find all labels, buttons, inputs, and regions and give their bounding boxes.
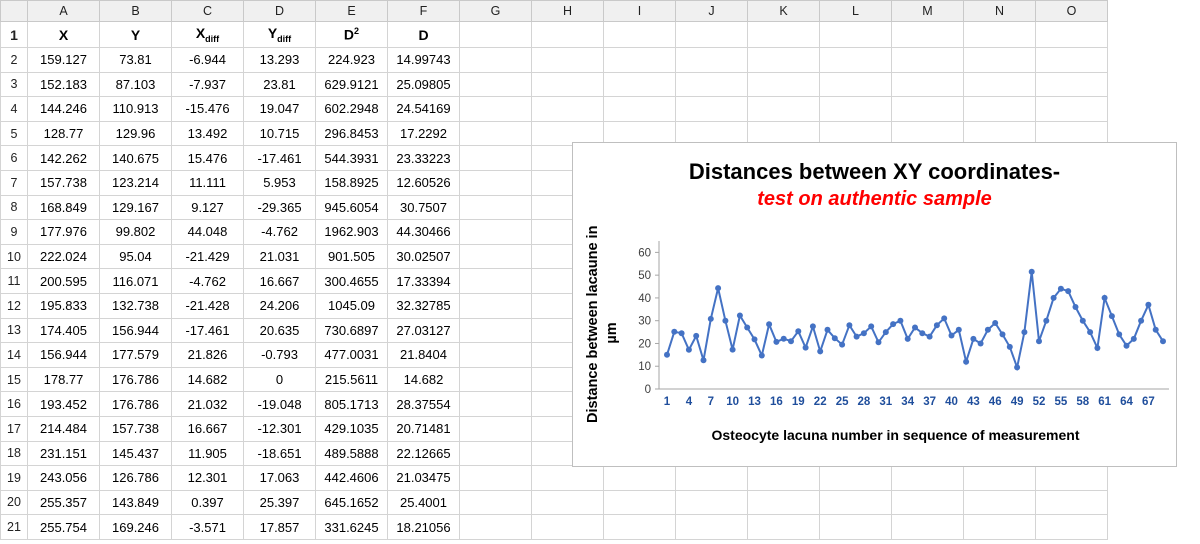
table-row[interactable] (1, 515, 1108, 540)
cell-M2[interactable] (892, 48, 964, 73)
svg-text:10: 10 (726, 396, 739, 408)
cell-E7[interactable]: 158.8925 (316, 170, 388, 195)
cell-A5[interactable]: 128.77 (28, 121, 100, 146)
cell-C3[interactable]: -7.937 (172, 72, 244, 97)
column-header-M[interactable]: M (892, 1, 964, 22)
data-series-line (667, 272, 1163, 368)
cell-H21[interactable] (532, 515, 604, 540)
cell-C18[interactable]: 11.905 (172, 441, 244, 466)
cell-F17[interactable]: 20.71481 (388, 416, 460, 441)
cell-N21[interactable] (964, 515, 1036, 540)
cell-B15[interactable]: 176.786 (100, 367, 172, 392)
cell-A20[interactable]: 255.357 (28, 490, 100, 515)
cell-B17[interactable]: 157.738 (100, 416, 172, 441)
cell-O1[interactable] (1036, 22, 1108, 48)
cell-C6[interactable]: 15.476 (172, 146, 244, 171)
row-header-1[interactable]: 1 (1, 22, 28, 48)
cell-C7[interactable]: 11.111 (172, 170, 244, 195)
cell-F10[interactable]: 30.02507 (388, 244, 460, 269)
cell-F3[interactable]: 25.09805 (388, 72, 460, 97)
cell-K2[interactable] (748, 48, 820, 73)
cell-L4[interactable] (820, 97, 892, 122)
y-axis-title (581, 225, 603, 429)
table-row[interactable] (1, 97, 1108, 122)
plot-area[interactable] (573, 225, 1178, 468)
cell-B3[interactable]: 87.103 (100, 72, 172, 97)
cell-J3[interactable] (676, 72, 748, 97)
cell-F5[interactable]: 17.2292 (388, 121, 460, 146)
svg-text:64: 64 (1120, 396, 1133, 408)
cell-F9[interactable]: 44.30466 (388, 220, 460, 245)
cell-D17[interactable]: -12.301 (244, 416, 316, 441)
table-row[interactable] (1, 48, 1108, 73)
cell-O4[interactable] (1036, 97, 1108, 122)
cell-G4[interactable] (460, 97, 532, 122)
cell-J1[interactable] (676, 22, 748, 48)
cell-B13[interactable]: 156.944 (100, 318, 172, 343)
cell-A18[interactable]: 231.151 (28, 441, 100, 466)
svg-text:60: 60 (638, 247, 651, 260)
svg-text:30: 30 (638, 315, 651, 328)
column-header-J[interactable]: J (676, 1, 748, 22)
cell-J2[interactable] (676, 48, 748, 73)
cell-D7[interactable]: 5.953 (244, 170, 316, 195)
cell-C12[interactable]: -21.428 (172, 293, 244, 318)
column-header-N[interactable]: N (964, 1, 1036, 22)
column-header-A[interactable]: A (28, 1, 100, 22)
cell-A8[interactable]: 168.849 (28, 195, 100, 220)
cell-A21[interactable]: 255.754 (28, 515, 100, 540)
svg-text:67: 67 (1142, 396, 1155, 408)
row-header-3[interactable]: 3 (1, 72, 28, 97)
cell-E9[interactable]: 1962.903 (316, 220, 388, 245)
cell-K4[interactable] (748, 97, 820, 122)
cell-B1[interactable]: Y (100, 22, 172, 48)
row-header-6[interactable]: 6 (1, 146, 28, 171)
column-header-L[interactable]: L (820, 1, 892, 22)
cell-B8[interactable]: 129.167 (100, 195, 172, 220)
cell-B9[interactable]: 99.802 (100, 220, 172, 245)
cell-E12[interactable]: 1045.09 (316, 293, 388, 318)
svg-text:4: 4 (685, 396, 693, 408)
cell-I1[interactable] (604, 22, 676, 48)
cell-F11[interactable]: 17.33394 (388, 269, 460, 294)
cell-G5[interactable] (460, 121, 532, 146)
cell-E6[interactable]: 544.3931 (316, 146, 388, 171)
cell-F1[interactable]: D (388, 22, 460, 48)
cell-G21[interactable] (460, 515, 532, 540)
cell-D6[interactable]: -17.461 (244, 146, 316, 171)
cell-C17[interactable]: 16.667 (172, 416, 244, 441)
cell-A13[interactable]: 174.405 (28, 318, 100, 343)
cell-N2[interactable] (964, 48, 1036, 73)
svg-text:7: 7 (707, 396, 715, 408)
cell-M4[interactable] (892, 97, 964, 122)
cell-A12[interactable]: 195.833 (28, 293, 100, 318)
cell-F8[interactable]: 30.7507 (388, 195, 460, 220)
cell-A16[interactable]: 193.452 (28, 392, 100, 417)
cell-B14[interactable]: 177.579 (100, 343, 172, 368)
cell-E1[interactable]: $D^2$ (316, 22, 388, 48)
cell-A6[interactable]: 142.262 (28, 146, 100, 171)
cell-D10[interactable]: 21.031 (244, 244, 316, 269)
cell-B2[interactable]: 73.81 (100, 48, 172, 73)
cell-D11[interactable]: 16.667 (244, 269, 316, 294)
cell-D2[interactable]: 13.293 (244, 48, 316, 73)
cell-K21[interactable] (748, 515, 820, 540)
column-header-E[interactable]: E (316, 1, 388, 22)
cell-J21[interactable] (676, 515, 748, 540)
cell-E13[interactable]: 730.6897 (316, 318, 388, 343)
chart-subtitle: test on authentic sample (757, 188, 992, 211)
cell-F18[interactable]: 22.12665 (388, 441, 460, 466)
svg-text:10: 10 (638, 361, 651, 374)
cell-H19[interactable] (532, 466, 604, 491)
row-header-10[interactable]: 10 (1, 244, 28, 269)
cell-G16[interactable] (460, 392, 532, 417)
cell-M1[interactable] (892, 22, 964, 48)
table-row[interactable] (1, 72, 1108, 97)
svg-text:50: 50 (638, 270, 651, 283)
column-header-D[interactable]: D (244, 1, 316, 22)
cell-M3[interactable] (892, 72, 964, 97)
cell-C9[interactable]: 44.048 (172, 220, 244, 245)
cell-J20[interactable] (676, 490, 748, 515)
select-all-corner[interactable] (1, 1, 28, 22)
cell-G2[interactable] (460, 48, 532, 73)
row-header-19[interactable]: 19 (1, 466, 28, 491)
cell-F15[interactable]: 14.682 (388, 367, 460, 392)
cell-L1[interactable] (820, 22, 892, 48)
cell-G15[interactable] (460, 367, 532, 392)
cell-E18[interactable]: 489.5888 (316, 441, 388, 466)
cell-D5[interactable]: 10.715 (244, 121, 316, 146)
svg-text:43: 43 (967, 396, 980, 408)
cell-C15[interactable]: 14.682 (172, 367, 244, 392)
row-header-15[interactable]: 15 (1, 367, 28, 392)
svg-text:1: 1 (663, 396, 671, 408)
column-header-G[interactable]: G (460, 1, 532, 22)
cell-B6[interactable]: 140.675 (100, 146, 172, 171)
svg-text:13: 13 (748, 396, 761, 408)
column-header-row[interactable] (1, 1, 1108, 22)
svg-text:52: 52 (1032, 396, 1046, 408)
cell-G1[interactable] (460, 22, 532, 48)
cell-I3[interactable] (604, 72, 676, 97)
y-axis-unit-text: µm (604, 322, 620, 344)
cell-D15[interactable]: 0 (244, 367, 316, 392)
cell-C5[interactable]: 13.492 (172, 121, 244, 146)
cell-M19[interactable] (892, 466, 964, 491)
cell-A2[interactable]: 159.127 (28, 48, 100, 73)
cell-G13[interactable] (460, 318, 532, 343)
cell-G6[interactable] (460, 146, 532, 171)
column-header-I[interactable]: I (604, 1, 676, 22)
cell-F7[interactable]: 12.60526 (388, 170, 460, 195)
cell-G14[interactable] (460, 343, 532, 368)
cell-H3[interactable] (532, 72, 604, 97)
cell-E5[interactable]: 296.8453 (316, 121, 388, 146)
cell-E10[interactable]: 901.505 (316, 244, 388, 269)
row-header-11[interactable]: 11 (1, 269, 28, 294)
row-header-18[interactable]: 18 (1, 441, 28, 466)
cell-D16[interactable]: -19.048 (244, 392, 316, 417)
cell-E3[interactable]: 629.9121 (316, 72, 388, 97)
cell-B12[interactable]: 132.738 (100, 293, 172, 318)
cell-C16[interactable]: 21.032 (172, 392, 244, 417)
y-axis-unit (603, 239, 621, 429)
cell-G8[interactable] (460, 195, 532, 220)
column-header-C[interactable]: C (172, 1, 244, 22)
table-row[interactable] (1, 466, 1108, 491)
svg-text:49: 49 (1010, 396, 1024, 408)
cell-F12[interactable]: 32.32785 (388, 293, 460, 318)
cell-A10[interactable]: 222.024 (28, 244, 100, 269)
chart-title: Distances between XY coordinates- (688, 159, 1061, 184)
row-header-12[interactable]: 12 (1, 293, 28, 318)
cell-E11[interactable]: 300.4655 (316, 269, 388, 294)
cell-C4[interactable]: -15.476 (172, 97, 244, 122)
cell-D20[interactable]: 25.397 (244, 490, 316, 515)
cell-C21[interactable]: -3.571 (172, 515, 244, 540)
cell-F6[interactable]: 23.33223 (388, 146, 460, 171)
cell-O21[interactable] (1036, 515, 1108, 540)
row-header-8[interactable]: 8 (1, 195, 28, 220)
cell-F13[interactable]: 27.03127 (388, 318, 460, 343)
cell-E8[interactable]: 945.6054 (316, 195, 388, 220)
cell-D3[interactable]: 23.81 (244, 72, 316, 97)
cell-N3[interactable] (964, 72, 1036, 97)
cell-O2[interactable] (1036, 48, 1108, 73)
cell-F16[interactable]: 28.37554 (388, 392, 460, 417)
cell-M20[interactable] (892, 490, 964, 515)
cell-D1[interactable]: $Y_{diff}$ (244, 22, 316, 48)
cell-E20[interactable]: 645.1652 (316, 490, 388, 515)
cell-A17[interactable]: 214.484 (28, 416, 100, 441)
svg-text:16: 16 (770, 396, 783, 408)
cell-K20[interactable] (748, 490, 820, 515)
cell-D12[interactable]: 24.206 (244, 293, 316, 318)
svg-text:25: 25 (835, 396, 849, 408)
cell-I20[interactable] (604, 490, 676, 515)
cell-D8[interactable]: -29.365 (244, 195, 316, 220)
cell-O20[interactable] (1036, 490, 1108, 515)
cell-H2[interactable] (532, 48, 604, 73)
cell-G20[interactable] (460, 490, 532, 515)
cell-B18[interactable]: 145.437 (100, 441, 172, 466)
cell-B10[interactable]: 95.04 (100, 244, 172, 269)
cell-A4[interactable]: 144.246 (28, 97, 100, 122)
y-axis-title-text: Distance between lacaune in (585, 225, 601, 423)
cell-N4[interactable] (964, 97, 1036, 122)
row-header-7[interactable]: 7 (1, 170, 28, 195)
cell-A19[interactable]: 243.056 (28, 466, 100, 491)
line-chart-svg[interactable] (621, 231, 1173, 427)
row-header-5[interactable]: 5 (1, 121, 28, 146)
cell-F19[interactable]: 21.03475 (388, 466, 460, 491)
cell-C13[interactable]: -17.461 (172, 318, 244, 343)
x-axis-ticks (664, 396, 1155, 408)
cell-D9[interactable]: -4.762 (244, 220, 316, 245)
cell-H20[interactable] (532, 490, 604, 515)
svg-text:31: 31 (879, 396, 893, 408)
cell-C14[interactable]: 21.826 (172, 343, 244, 368)
cell-L20[interactable] (820, 490, 892, 515)
cell-G12[interactable] (460, 293, 532, 318)
cell-F20[interactable]: 25.4001 (388, 490, 460, 515)
cell-I21[interactable] (604, 515, 676, 540)
cell-D14[interactable]: -0.793 (244, 343, 316, 368)
cell-C1[interactable]: $X_{diff}$ (172, 22, 244, 48)
cell-G19[interactable] (460, 466, 532, 491)
svg-text:61: 61 (1098, 396, 1111, 408)
cell-J19[interactable] (676, 466, 748, 491)
row-header-4[interactable]: 4 (1, 97, 28, 122)
cell-E19[interactable]: 442.4606 (316, 466, 388, 491)
x-axis-title: Osteocyte lacuna number in sequence of measurement (711, 427, 1080, 443)
cell-G10[interactable] (460, 244, 532, 269)
row-header-17[interactable]: 17 (1, 416, 28, 441)
cell-D4[interactable]: 19.047 (244, 97, 316, 122)
cell-F14[interactable]: 21.8404 (388, 343, 460, 368)
cell-L21[interactable] (820, 515, 892, 540)
cell-I2[interactable] (604, 48, 676, 73)
cell-M21[interactable] (892, 515, 964, 540)
cell-G7[interactable] (460, 170, 532, 195)
cell-F4[interactable]: 24.54169 (388, 97, 460, 122)
cell-F2[interactable]: 14.99743 (388, 48, 460, 73)
cell-B19[interactable]: 126.786 (100, 466, 172, 491)
cell-O3[interactable] (1036, 72, 1108, 97)
cell-N20[interactable] (964, 490, 1036, 515)
svg-text:34: 34 (901, 396, 915, 408)
cell-E16[interactable]: 805.1713 (316, 392, 388, 417)
svg-text:22: 22 (813, 396, 827, 408)
svg-text:28: 28 (857, 396, 871, 408)
svg-text:20: 20 (638, 338, 651, 351)
cell-E15[interactable]: 215.5611 (316, 367, 388, 392)
column-header-O[interactable]: O (1036, 1, 1108, 22)
cell-A15[interactable]: 178.77 (28, 367, 100, 392)
cell-E21[interactable]: 331.6245 (316, 515, 388, 540)
row-header-9[interactable]: 9 (1, 220, 28, 245)
cell-A3[interactable]: 152.183 (28, 72, 100, 97)
cell-C11[interactable]: -4.762 (172, 269, 244, 294)
cell-B16[interactable]: 176.786 (100, 392, 172, 417)
row-header-2[interactable]: 2 (1, 48, 28, 73)
row-header-21[interactable]: 21 (1, 515, 28, 540)
column-header-H[interactable]: H (532, 1, 604, 22)
cell-G18[interactable] (460, 441, 532, 466)
table-row[interactable] (1, 22, 1108, 48)
column-header-K[interactable]: K (748, 1, 820, 22)
cell-D19[interactable]: 17.063 (244, 466, 316, 491)
row-header-20[interactable]: 20 (1, 490, 28, 515)
cell-A7[interactable]: 157.738 (28, 170, 100, 195)
cell-G11[interactable] (460, 269, 532, 294)
cell-B5[interactable]: 129.96 (100, 121, 172, 146)
cell-E4[interactable]: 602.2948 (316, 97, 388, 122)
cell-C2[interactable]: -6.944 (172, 48, 244, 73)
cell-A9[interactable]: 177.976 (28, 220, 100, 245)
svg-text:40: 40 (638, 292, 651, 305)
y-axis-ticks (638, 247, 659, 396)
cell-B20[interactable]: 143.849 (100, 490, 172, 515)
cell-A14[interactable]: 156.944 (28, 343, 100, 368)
cell-K19[interactable] (748, 466, 820, 491)
cell-D21[interactable]: 17.857 (244, 515, 316, 540)
cell-N1[interactable] (964, 22, 1036, 48)
cell-E14[interactable]: 477.0031 (316, 343, 388, 368)
column-header-F[interactable]: F (388, 1, 460, 22)
cell-B7[interactable]: 123.214 (100, 170, 172, 195)
row-header-14[interactable]: 14 (1, 343, 28, 368)
column-header-B[interactable]: B (100, 1, 172, 22)
cell-J4[interactable] (676, 97, 748, 122)
cell-A11[interactable]: 200.595 (28, 269, 100, 294)
cell-O19[interactable] (1036, 466, 1108, 491)
cell-G17[interactable] (460, 416, 532, 441)
cell-B11[interactable]: 116.071 (100, 269, 172, 294)
cell-C20[interactable]: 0.397 (172, 490, 244, 515)
cell-C8[interactable]: 9.127 (172, 195, 244, 220)
cell-B21[interactable]: 169.246 (100, 515, 172, 540)
cell-F21[interactable]: 18.21056 (388, 515, 460, 540)
cell-A1[interactable]: X (28, 22, 100, 48)
row-header-13[interactable]: 13 (1, 318, 28, 343)
svg-text:46: 46 (988, 396, 1002, 408)
chart-panel[interactable] (572, 142, 1177, 467)
cell-B4[interactable]: 110.913 (100, 97, 172, 122)
cell-L2[interactable] (820, 48, 892, 73)
cell-L3[interactable] (820, 72, 892, 97)
svg-text:58: 58 (1076, 396, 1090, 408)
cell-G3[interactable] (460, 72, 532, 97)
cell-E2[interactable]: 224.923 (316, 48, 388, 73)
cell-G9[interactable] (460, 220, 532, 245)
cell-I19[interactable] (604, 466, 676, 491)
svg-text:37: 37 (923, 396, 936, 408)
svg-text:19: 19 (791, 396, 805, 408)
svg-text:0: 0 (644, 384, 651, 396)
cell-H4[interactable] (532, 97, 604, 122)
cell-N19[interactable] (964, 466, 1036, 491)
row-header-16[interactable]: 16 (1, 392, 28, 417)
cell-K1[interactable] (748, 22, 820, 48)
cell-C10[interactable]: -21.429 (172, 244, 244, 269)
cell-I4[interactable] (604, 97, 676, 122)
cell-D18[interactable]: -18.651 (244, 441, 316, 466)
cell-K3[interactable] (748, 72, 820, 97)
cell-E17[interactable]: 429.1035 (316, 416, 388, 441)
cell-H1[interactable] (532, 22, 604, 48)
cell-D13[interactable]: 20.635 (244, 318, 316, 343)
cell-L19[interactable] (820, 466, 892, 491)
svg-text:55: 55 (1054, 396, 1068, 408)
table-row[interactable] (1, 490, 1108, 515)
cell-C19[interactable]: 12.301 (172, 466, 244, 491)
svg-text:40: 40 (945, 396, 958, 408)
